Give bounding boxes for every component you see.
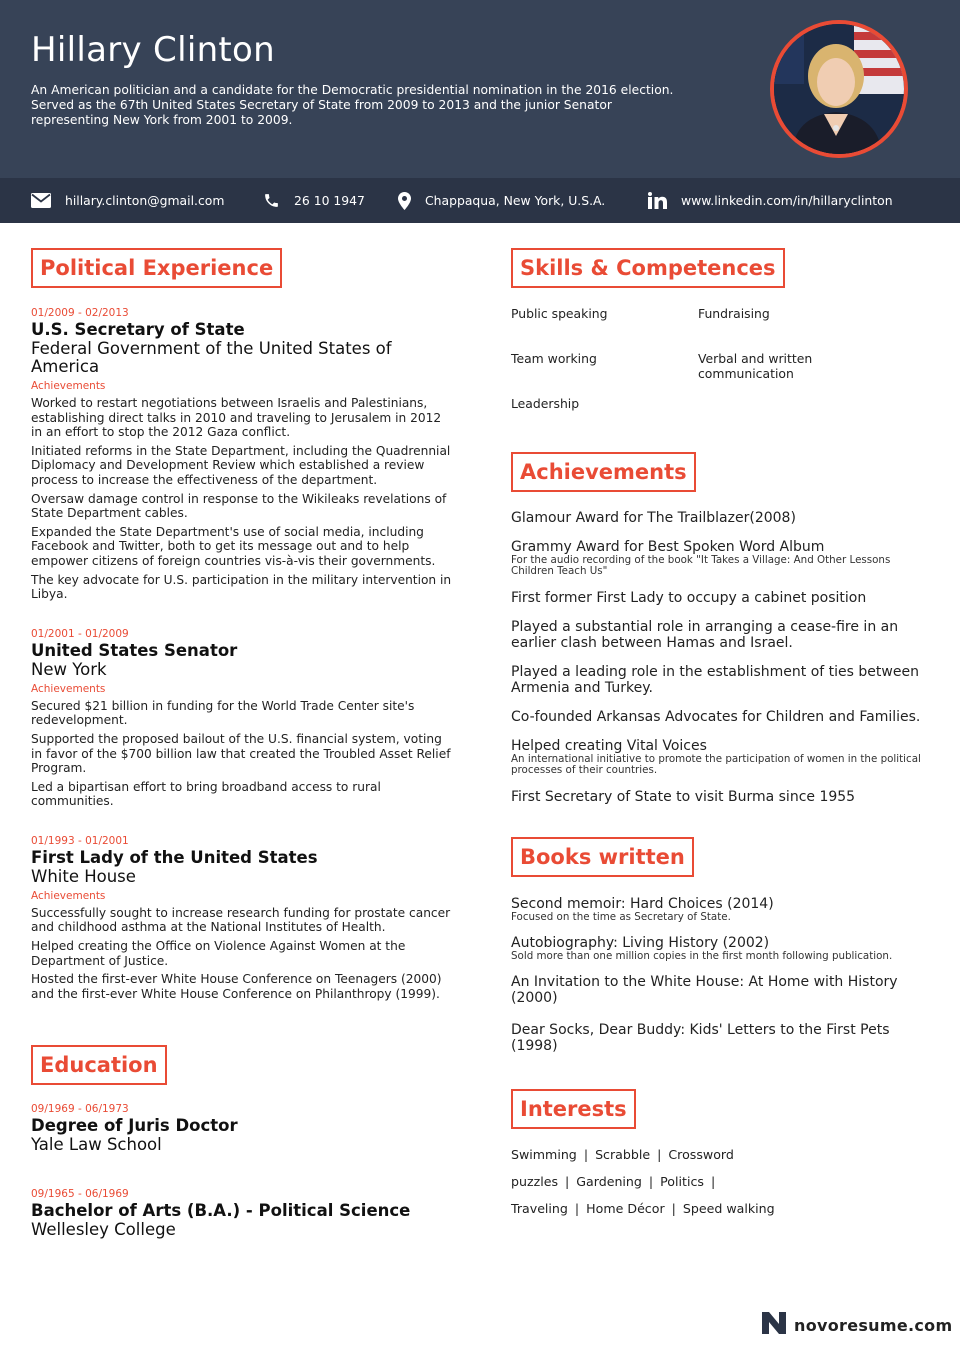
interest-item: Gardening — [576, 1174, 642, 1189]
achievement-item: Initiated reforms in the State Department, including the Quadrennial Diplomacy and Development Review which established a review process to increase the effectiveness of the department. — [31, 443, 451, 487]
achievement-entry — [511, 619, 931, 651]
achievement-entry — [511, 738, 931, 776]
school-name: Wellesley College — [31, 1220, 176, 1240]
interest-item: Scrabble — [595, 1147, 651, 1162]
achievement-title: Played a substantial role in arranging a cease-fire in an earlier clash between Hamas and Israel. — [511, 619, 899, 651]
skills-heading: Skills & Competences — [511, 248, 785, 288]
novoresume-logo[interactable] — [762, 1312, 952, 1338]
book-entry — [511, 935, 931, 962]
achievement-list — [31, 396, 456, 602]
novoresume-icon — [762, 1312, 786, 1338]
achievement-item: Helped creating the Office on Violence Against Women at the Department of Justice. — [31, 939, 406, 968]
achievement-title: Helped creating Vital Voices — [511, 738, 707, 754]
phone-icon — [263, 192, 280, 209]
achievement-entry — [511, 664, 931, 696]
achievement-item: Supported the proposed bailout of the U.S. financial system, voting in favor of the $700 billion law that created the Troubled Asset Relief Program. — [31, 731, 451, 776]
achievements-heading: Achievements — [511, 452, 696, 492]
skills-grid — [511, 307, 931, 442]
interest-item: Politics — [660, 1174, 704, 1189]
resume-name: Hillary Clinton — [31, 30, 276, 70]
political-experience-heading: Political Experience — [31, 248, 282, 288]
location-text: Chappaqua, New York, U.S.A. — [425, 193, 606, 208]
achievements-list — [511, 510, 931, 805]
email-text: hillary.clinton@gmail.com — [65, 193, 225, 208]
education-date: 09/1965 - 06/1969 — [31, 1188, 129, 1201]
achievement-description: An international initiative to promote the participation of women in the political processes of their countries. — [511, 753, 921, 776]
education-date: 09/1969 - 06/1973 — [31, 1103, 129, 1116]
books-heading: Books written — [511, 837, 694, 877]
achievement-item: Hosted the first-ever White House Conference on Teenagers (2000) and the first-ever White House Conference on Philanthropy (1999). — [31, 972, 442, 1001]
education-entry — [31, 1188, 456, 1239]
job-title: First Lady of the United States — [31, 847, 318, 867]
achievements-label: Achievements — [31, 380, 106, 392]
interest-item: Speed walking — [682, 1201, 775, 1216]
achievements-label: Achievements — [31, 889, 106, 902]
achievement-title: First former First Lady to occupy a cabinet position — [511, 590, 867, 606]
job-date: 01/2009 - 02/2013 — [31, 307, 129, 319]
book-entry — [511, 896, 931, 923]
contact-location — [398, 178, 605, 223]
achievement-title: Glamour Award for The Trailblazer(2008) — [511, 510, 796, 526]
achievement-entry — [511, 789, 931, 805]
contact-linkedin[interactable] — [648, 178, 893, 223]
interest-item: Swimming — [511, 1147, 577, 1162]
birth-text: 26 10 1947 — [294, 193, 365, 208]
achievement-item: Worked to restart negotiations between Israelis and Palestinians, establishing direct talks in 2010 and traveling to Jerusalem in 2012 in an effort to stop the 2012 Gaza conflict. — [31, 396, 442, 440]
contact-birth — [263, 178, 365, 223]
achievement-item: Successfully sought to increase research funding for prostate cancer and childhood asthma at the National Institutes of Health. — [31, 905, 451, 935]
left-column — [31, 248, 456, 1239]
achievement-description: For the audio recording of the book "It Takes a Village: And Other Lessons Children Teach Us" — [511, 554, 891, 577]
degree-title: Degree of Juris Doctor — [31, 1116, 238, 1136]
achievement-item: Oversaw damage control in response to the Wikileaks revelations of State Department cables. — [31, 491, 447, 521]
header — [0, 0, 960, 178]
job-title: U.S. Secretary of State — [31, 320, 245, 339]
job-organization: White House — [31, 866, 136, 886]
job-date: 01/1993 - 01/2001 — [31, 834, 129, 847]
job-entry — [31, 835, 456, 1002]
book-title: Autobiography: Living History (2002) — [511, 935, 770, 951]
profile-photo — [770, 20, 908, 158]
achievement-item: The key advocate for U.S. participation in the military intervention in Libya. — [31, 572, 452, 602]
portrait-image — [774, 24, 904, 154]
contact-bar — [0, 178, 960, 223]
interests-list: Swimming | Scrabble | Crossword puzzles | Gardening | Politics | Traveling | Home Décor | Speed walking — [511, 1147, 775, 1216]
achievement-title: First Secretary of State to visit Burma since 1955 — [511, 789, 856, 805]
achievement-list — [31, 906, 456, 1002]
achievement-entry — [511, 590, 931, 606]
book-title: An Invitation to the White House: At Home with History (2000) — [511, 974, 898, 1006]
book-title: Dear Socks, Dear Buddy: Kids' Letters to the First Pets (1998) — [511, 1022, 890, 1054]
job-entry — [31, 307, 456, 602]
job-date: 01/2001 - 01/2009 — [31, 627, 129, 640]
book-entry — [511, 974, 931, 1006]
job-entry — [31, 628, 456, 809]
achievement-item: Secured $21 billion in funding for the World Trade Center site's redevelopment. — [31, 698, 415, 728]
achievement-item: Expanded the State Department's use of social media, including Facebook and Twitter, both to get its message out and to help empower citizens of foreign countries vis-à-vis their governments. — [31, 524, 436, 568]
school-name: Yale Law School — [31, 1135, 162, 1155]
achievement-entry — [511, 510, 931, 526]
degree-title: Bachelor of Arts (B.A.) - Political Science — [31, 1201, 411, 1221]
achievement-title: Played a leading role in the establishment of ties between Armenia and Turkey. — [511, 664, 919, 696]
location-pin-icon — [398, 192, 411, 210]
linkedin-icon — [648, 192, 667, 209]
achievements-label: Achievements — [31, 682, 106, 695]
achievement-list — [31, 699, 456, 809]
contact-email[interactable] — [31, 178, 224, 223]
book-description: Focused on the time as Secretary of State. — [511, 911, 731, 923]
skill-item: Verbal and written communication — [698, 351, 813, 381]
book-entry — [511, 1022, 931, 1054]
envelope-icon — [31, 193, 51, 208]
job-organization: New York — [31, 659, 107, 679]
book-title: Second memoir: Hard Choices (2014) — [511, 896, 774, 912]
interests-heading: Interests — [511, 1089, 636, 1129]
achievement-entry — [511, 539, 931, 577]
interest-item: Crossword puzzles — [511, 1147, 734, 1189]
skill-item: Team working — [511, 351, 597, 366]
book-description: Sold more than one million copies in the first month following publication. — [511, 950, 893, 962]
job-organization: Federal Government of the United States of America — [31, 339, 392, 376]
achievement-title: Grammy Award for Best Spoken Word Album — [511, 539, 825, 555]
brand-name: novoresume.com — [794, 1315, 953, 1335]
books-list — [511, 896, 931, 1054]
skill-item: Fundraising — [698, 306, 770, 321]
achievement-item: Led a bipartisan effort to bring broadband access to rural communities. — [31, 779, 381, 809]
interest-item: Home Décor — [586, 1201, 665, 1216]
right-column — [511, 248, 931, 1222]
achievement-entry — [511, 709, 931, 725]
resume-summary: An American politician and a candidate for the Democratic presidential nomination in the 2016 election. Served as the 67th United States Secretary of State from 2009 to 2013 and the junior Senator representing New York from 2001 to 2009. — [31, 83, 674, 127]
skill-item: Public speaking — [511, 306, 608, 321]
skill-item: Leadership — [511, 396, 580, 411]
interest-item: Traveling — [511, 1201, 568, 1216]
education-heading: Education — [31, 1045, 167, 1085]
job-title: United States Senator — [31, 640, 238, 660]
linkedin-text: www.linkedin.com/in/hillaryclinton — [681, 193, 893, 208]
achievement-title: Co-founded Arkansas Advocates for Children and Families. — [511, 709, 921, 725]
education-entry — [31, 1103, 456, 1154]
